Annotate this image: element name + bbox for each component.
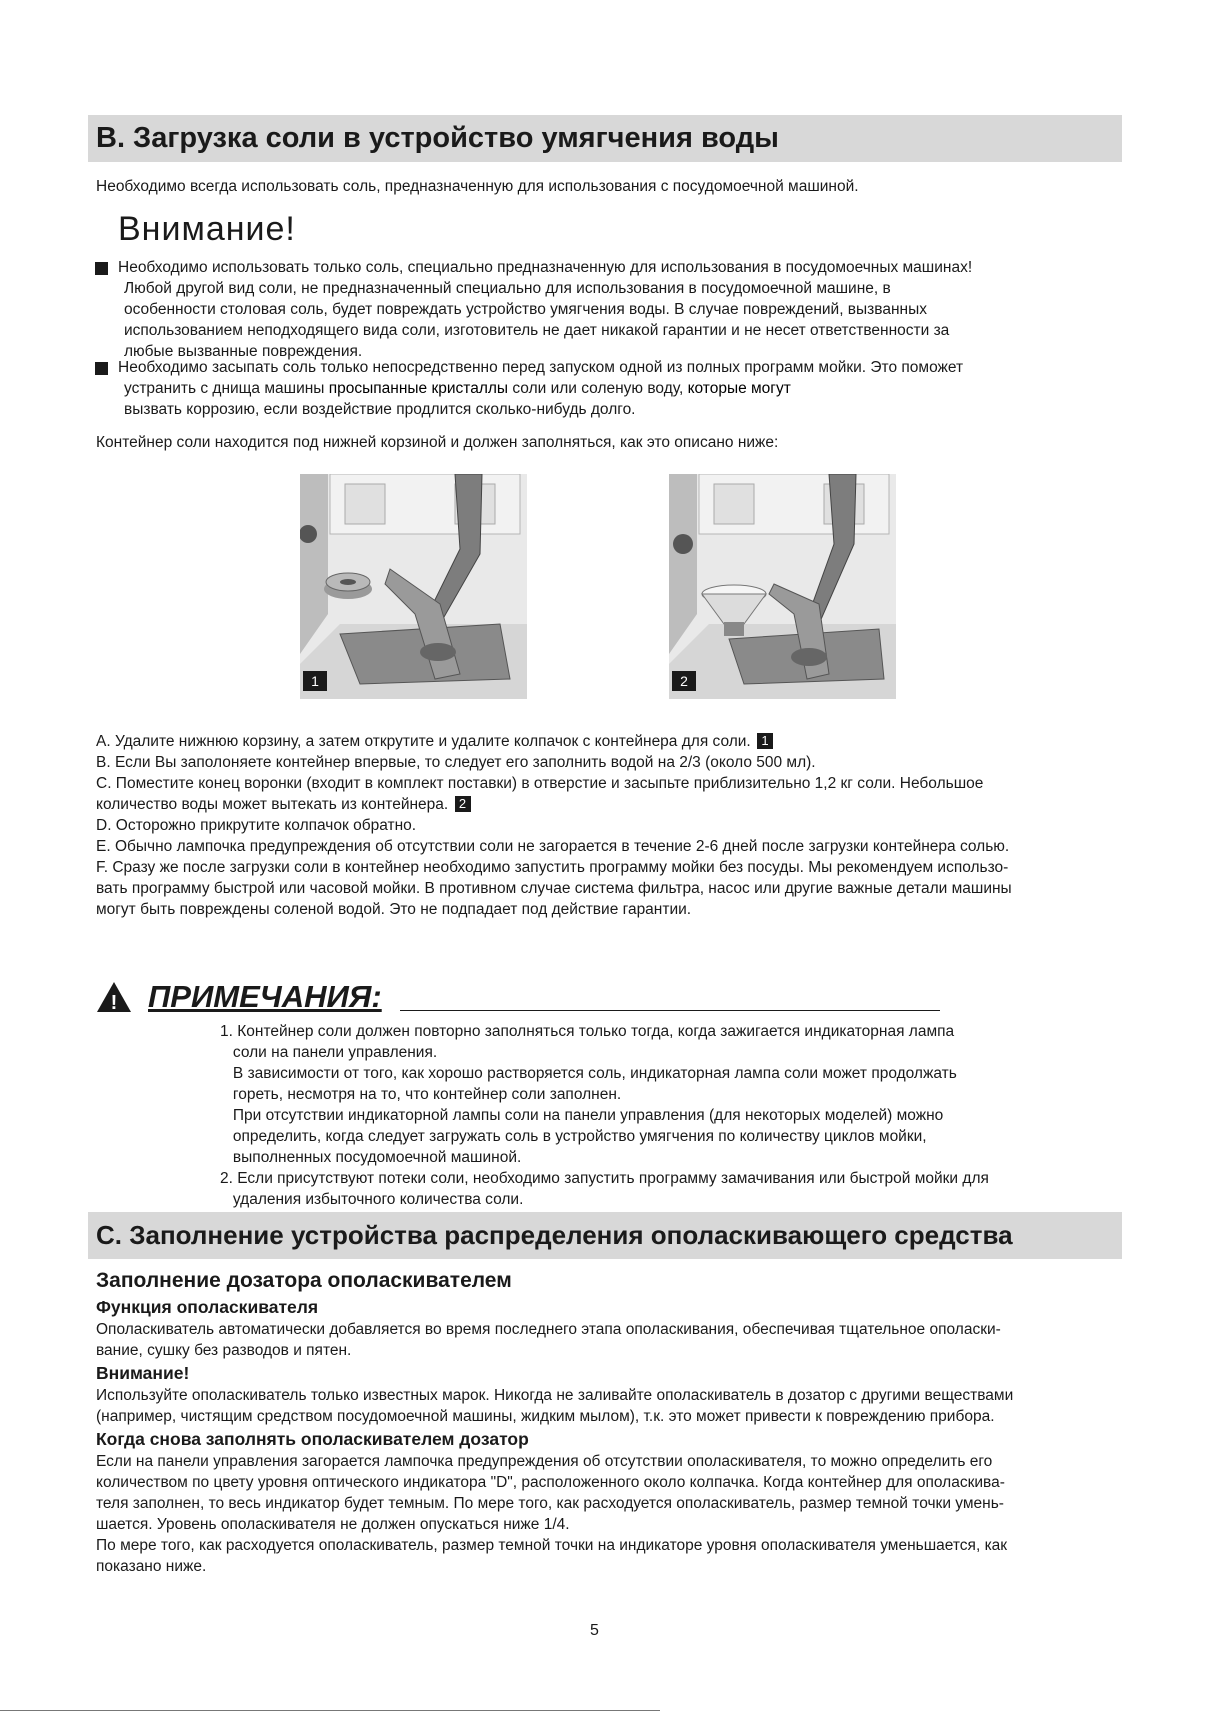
bullet2-line: Необходимо засыпать соль только непосредственно перед запуском одной из полных программ мойки. Это поможет	[118, 359, 964, 376]
footer-rule	[0, 1710, 660, 1711]
notes-line: соли на панели управления.	[220, 1044, 438, 1061]
funnel-illustration	[669, 474, 896, 699]
container-text: Контейнер соли находится под нижней корзиной и должен заполняться, как это описано ниже:	[96, 434, 779, 451]
notes-line: определить, когда следует загружать соль в устройство умягчения по количеству циклов мойки,	[220, 1128, 927, 1145]
salt-container-photo-1	[300, 474, 527, 699]
step-e: E. Обычно лампочка предупреждения об отсутствии соли не загорается в течение 2-6 дней после загрузки контейнера солью.	[96, 838, 1010, 855]
when-line: количеством по цвету уровня оптического индикатора "D", расположенного около колпачка. Когда контейнер для ополаскива-	[96, 1474, 1005, 1491]
notes-line: При отсутствии индикаторной лампы соли на панели управления (для некоторых моделей) можно	[220, 1107, 944, 1124]
bullet-square-icon	[95, 262, 108, 275]
step-d: D. Осторожно прикрутите колпачок обратно.	[96, 817, 417, 834]
bullet1-line: использованием неподходящего вида соли, изготовитель не дает никакой гарантии и не несет ответственности за	[124, 322, 950, 339]
step-c-badge: 2	[455, 796, 471, 812]
warning-triangle-icon	[95, 980, 133, 1014]
notes-line: гореть, несмотря на то, что контейнер соли заполнен.	[220, 1086, 622, 1103]
when-line: показано ниже.	[96, 1558, 207, 1575]
when-line: Если на панели управления загорается лампочка предупреждения об отсутствии ополаскивателя, то можно определить его	[96, 1453, 993, 1470]
section-b-title: B. Загрузка соли в устройство умягчения воды	[88, 115, 1122, 162]
bullet2-line: вызвать коррозию, если воздействие продлится сколько-нибудь долго.	[124, 401, 636, 418]
attention-heading: Внимание!	[96, 1363, 190, 1383]
photo-2-badge: 2	[672, 671, 696, 691]
bullet1-line: любые вызванные повреждения.	[124, 343, 363, 360]
notes-line: выполненных посудомоечной машиной.	[220, 1149, 522, 1166]
notes-line: удаления избыточного количества соли.	[220, 1191, 524, 1208]
step-a	[96, 731, 773, 753]
notes-title: ПРИМЕЧАНИЯ:	[148, 979, 382, 1014]
step-f-line1: F. Сразу же после загрузки соли в контейнер необходимо запустить программу мойки без посуды. Мы рекомендуем использо-	[96, 859, 1009, 876]
bullet2-line	[124, 378, 791, 400]
warning-icon-glyph: !	[110, 992, 118, 1014]
bullet-square-icon	[95, 362, 108, 375]
when-heading: Когда снова заполнять ополаскивателем дозатор	[96, 1429, 529, 1449]
salt-container-photo-2	[669, 474, 896, 699]
section-c-title: C. Заполнение устройства распределения ополаскивающего средства	[88, 1212, 1122, 1259]
bullet1-line: Необходимо использовать только соль, специально предназначенную для использования в посудомоечных машинах!	[118, 259, 973, 276]
bullet2-text: устранить с днища машины	[124, 380, 329, 397]
step-c-text: количество воды может вытекать из контейнера.	[96, 796, 449, 813]
step-c-line1: C. Поместите конец воронки (входит в комплект поставки) в отверстие и засыпьте приблизительно 1,2 кг соли. Небольшое	[96, 775, 984, 792]
attention-line: Используйте ополаскиватель только известных марок. Никогда не заливайте ополаскиватель в дозатор с другими веществами	[96, 1387, 1014, 1404]
section-c-subtitle: Заполнение дозатора ополаскивателем	[96, 1269, 512, 1292]
bullet1-line: Любой другой вид соли, не предназначенный специально для использования в посудомоечной машине, в	[124, 280, 891, 297]
bullet2-emph: просыпанные кристаллы	[328, 380, 509, 397]
step-f-line2: вать программу быстрой или часовой мойки. В противном случае система фильтра, насос или другие важные детали машины	[96, 880, 1012, 897]
function-line: Ополаскиватель автоматически добавляется во время последнего этапа ополаскивания, обеспечивая тщательное ополаски-	[96, 1321, 1001, 1338]
bullet2-emph: которые могут	[687, 380, 791, 397]
function-line: вание, сушку без разводов и пятен.	[96, 1342, 352, 1359]
function-heading: Функция ополаскивателя	[96, 1297, 319, 1317]
bullet2-text: соли или соленую воду,	[508, 380, 688, 397]
page-number: 5	[590, 1622, 599, 1639]
step-f-line3: могут быть повреждены соленой водой. Это не подпадает под действие гарантии.	[96, 901, 692, 918]
when-line: По мере того, как расходуется ополаскиватель, размер темной точки на индикаторе уровня ополаскивателя уменьшается, как	[96, 1537, 1008, 1554]
when-line: шается. Уровень ополаскивателя не должен опускаться ниже 1/4.	[96, 1516, 570, 1533]
photo-1-badge: 1	[303, 671, 327, 691]
step-b: B. Если Вы заполоняете контейнер впервые, то следует его заполнить водой на 2/3 (около 500 мл).	[96, 754, 816, 771]
step-a-text: A. Удалите нижнюю корзину, а затем открутите и удалите колпачок с контейнера для соли.	[96, 733, 751, 750]
step-c-line2	[96, 794, 471, 816]
notes-line: 1. Контейнер соли должен повторно заполняться только тогда, когда зажигается индикаторная лампа	[220, 1023, 955, 1040]
notes-line: 2. Если присутствуют потеки соли, необходимо запустить программу замачивания или быстрой мойки для	[220, 1170, 989, 1187]
step-a-badge: 1	[757, 733, 773, 749]
when-line: теля заполнен, то весь индикатор будет темным. По мере того, как расходуется ополаскиватель, размер темной точки умень-	[96, 1495, 1004, 1512]
attention-title: Внимание!	[118, 210, 296, 248]
section-b-intro: Необходимо всегда использовать соль, предназначенную для использования с посудомоечной машиной.	[96, 178, 859, 195]
bullet1-line: особенности столовая соль, будет повреждать устройство умягчения воды. В случае повреждений, вызванных	[124, 301, 927, 318]
attention-line: (например, чистящим средством посудомоечной машины, жидким мылом), т.к. это может привести к повреждению прибора.	[96, 1408, 995, 1425]
notes-underline	[400, 1010, 940, 1011]
notes-line: В зависимости от того, как хорошо растворяется соль, индикаторная лампа соли может продолжать	[220, 1065, 957, 1082]
dishwasher-interior-illustration	[300, 474, 527, 699]
